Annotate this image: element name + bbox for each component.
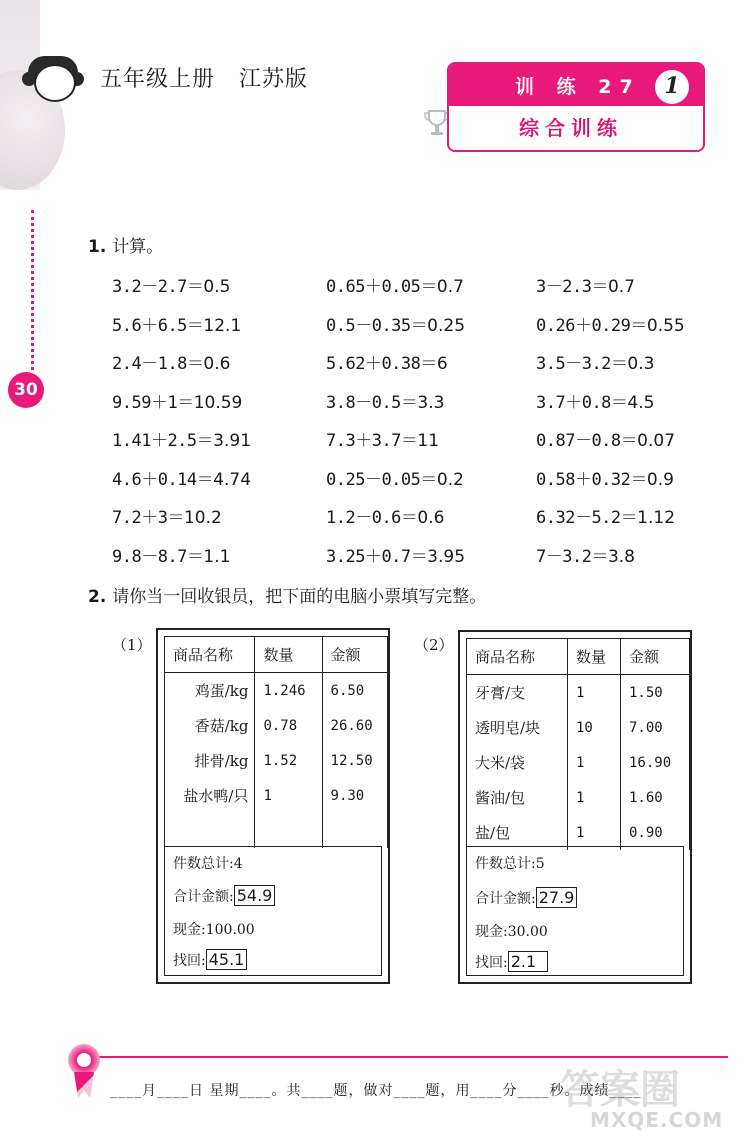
calc-answer[interactable]: 4.5 xyxy=(627,393,655,413)
calc-item xyxy=(326,388,444,413)
calc-answer[interactable]: 10.2 xyxy=(183,508,222,528)
calc-expression: 9.59＋1＝ xyxy=(112,393,194,413)
item-name: 透明皂/块 xyxy=(467,710,568,745)
receipt-2 xyxy=(458,630,692,984)
calc-answer[interactable]: 0.07 xyxy=(637,431,676,451)
item-qty: 0.78 xyxy=(255,708,322,743)
item-qty: 1 xyxy=(568,780,621,815)
calc-expression: 5.62＋0.38＝ xyxy=(326,354,437,374)
table-row-empty xyxy=(165,813,388,848)
count-value: 4 xyxy=(233,856,243,872)
calc-expression: 3.7＋0.8＝ xyxy=(536,393,628,413)
table-row xyxy=(467,675,690,711)
footer-record: ____月____日 星期____。共____题，做对____题，用____分____秒。成绩____ xyxy=(110,1083,642,1099)
lesson-banner xyxy=(447,62,705,152)
lesson-label: 训 练 27 xyxy=(515,76,641,98)
cash-value: 30.00 xyxy=(507,924,548,940)
calc-expression: 3.25＋0.7＝ xyxy=(326,547,428,567)
item-name: 盐/包 xyxy=(467,815,568,850)
calc-item xyxy=(112,388,242,413)
header-name: 商品名称 xyxy=(467,639,568,675)
watermark-url: MXQE.COM xyxy=(590,1108,724,1132)
calc-expression: 3－2.3＝ xyxy=(536,277,608,297)
calc-answer[interactable]: 12.1 xyxy=(203,316,242,336)
calc-expression: 0.87－0.8＝ xyxy=(536,431,638,451)
calc-answer[interactable]: 1.1 xyxy=(203,547,231,567)
calc-answer[interactable]: 1.12 xyxy=(637,508,676,528)
change-answer-box[interactable]: 2.1 xyxy=(508,951,548,972)
calc-answer[interactable]: 6 xyxy=(436,354,448,374)
count-line: 件数总计:4 xyxy=(173,856,243,872)
calc-item xyxy=(326,426,439,451)
calc-item xyxy=(112,465,251,490)
q1-text: 计算。 xyxy=(112,237,164,257)
q1-title xyxy=(88,232,163,257)
item-amount: 1.50 xyxy=(621,675,690,711)
item-amount: 9.30 xyxy=(322,778,387,813)
calc-item xyxy=(326,503,444,528)
item-name: 大米/袋 xyxy=(467,745,568,780)
item-amount: 12.50 xyxy=(322,743,387,778)
calc-item xyxy=(112,272,230,297)
item-qty: 10 xyxy=(568,710,621,745)
lesson-badge xyxy=(653,68,691,106)
table-row xyxy=(165,778,388,813)
calc-expression: 0.5－0.35＝ xyxy=(326,316,428,336)
calc-item xyxy=(536,311,685,336)
calc-expression: 5.6＋6.5＝ xyxy=(112,316,204,336)
item-qty: 1.52 xyxy=(255,743,322,778)
change-line: 找回: 45.1 xyxy=(173,949,247,970)
change-answer-box[interactable]: 45.1 xyxy=(206,949,248,970)
header-qty: 数量 xyxy=(255,637,322,673)
item-name: 排骨/kg xyxy=(165,743,255,778)
table-row xyxy=(165,743,388,778)
calc-answer[interactable]: 3.95 xyxy=(427,547,466,567)
item-qty: 1 xyxy=(568,815,621,850)
item-amount: 0.90 xyxy=(621,815,690,850)
calc-item xyxy=(326,542,465,567)
count-line: 件数总计:5 xyxy=(475,856,545,872)
table-row xyxy=(165,708,388,743)
receipt-2-table xyxy=(466,638,690,850)
calc-item xyxy=(536,503,675,528)
calc-item xyxy=(536,542,635,567)
calc-expression: 3.8－0.5＝ xyxy=(326,393,418,413)
item-amount: 1.60 xyxy=(621,780,690,815)
calc-expression: 2.4－1.8＝ xyxy=(112,354,204,374)
book-title: 五年级上册 江苏版 xyxy=(100,67,308,92)
change-line: 找回: 2.1 xyxy=(475,951,548,972)
calc-answer[interactable]: 0.7 xyxy=(607,277,635,297)
item-name: 鸡蛋/kg xyxy=(165,673,255,709)
header-qty: 数量 xyxy=(568,639,621,675)
calc-expression: 0.26＋0.29＝ xyxy=(536,316,647,336)
cartoon-girl-face xyxy=(34,64,76,102)
receipt-1 xyxy=(156,628,390,984)
total-line: 合计金额: 54.9 xyxy=(173,885,275,906)
header-amount: 金额 xyxy=(621,639,690,675)
table-row xyxy=(467,745,690,780)
calc-item xyxy=(536,426,675,451)
calc-expression: 7.3＋3.7＝ xyxy=(326,431,418,451)
watermark-logo: 答案圈 xyxy=(560,1067,680,1113)
calc-expression: 4.6＋0.14＝ xyxy=(112,470,214,490)
calc-item xyxy=(536,272,635,297)
calc-expression: 3.5－3.2＝ xyxy=(536,354,628,374)
header-amount: 金额 xyxy=(322,637,387,673)
calc-expression: 7－3.2＝ xyxy=(536,547,608,567)
q2-number: 2. xyxy=(88,587,107,607)
calc-item xyxy=(112,349,230,374)
receipt-1-summary xyxy=(164,846,382,976)
item-amount: 16.90 xyxy=(621,745,690,780)
calc-answer[interactable]: 3.8 xyxy=(607,547,635,567)
item-amount: 7.00 xyxy=(621,710,690,745)
receipt-2-header xyxy=(467,639,690,675)
calc-item xyxy=(112,542,230,567)
calc-expression: 3.2－2.7＝ xyxy=(112,277,204,297)
dotted-margin-line xyxy=(31,210,34,370)
calc-item xyxy=(112,426,251,451)
receipt-1-table xyxy=(164,636,388,848)
calc-answer[interactable]: 4.74 xyxy=(213,470,252,490)
cash-line: 现金:30.00 xyxy=(475,924,548,940)
total-answer-box[interactable]: 54.9 xyxy=(234,885,276,906)
cash-value: 100.00 xyxy=(205,922,255,938)
table-row xyxy=(467,815,690,850)
calc-expression: 1.41＋2.5＝ xyxy=(112,431,214,451)
receipt-1-label: （1） xyxy=(112,636,152,654)
calc-answer[interactable]: 0.3 xyxy=(627,354,655,374)
q1-number: 1. xyxy=(88,237,107,257)
count-value: 5 xyxy=(535,856,545,872)
total-answer-box[interactable]: 27.9 xyxy=(536,887,578,908)
calc-answer[interactable]: 0.5 xyxy=(203,277,231,297)
cash-line: 现金:100.00 xyxy=(173,922,255,938)
calc-item xyxy=(536,388,654,413)
calc-item xyxy=(112,503,222,528)
calc-answer[interactable]: 3.3 xyxy=(417,393,445,413)
header-name: 商品名称 xyxy=(165,637,255,673)
calc-item xyxy=(112,311,241,336)
table-row xyxy=(467,710,690,745)
calc-answer[interactable]: 0.25 xyxy=(427,316,466,336)
receipt-2-label: （2） xyxy=(414,636,454,654)
item-name: 酱油/包 xyxy=(467,780,568,815)
item-amount: 26.60 xyxy=(322,708,387,743)
item-qty: 1 xyxy=(568,745,621,780)
calc-item xyxy=(536,349,654,374)
table-row xyxy=(165,673,388,709)
calc-answer[interactable]: 0.7 xyxy=(436,277,464,297)
calc-answer[interactable]: 10.59 xyxy=(193,393,243,413)
q2-text: 请你当一回收银员，把下面的电脑小票填写完整。 xyxy=(112,587,487,607)
calc-expression: 9.8－8.7＝ xyxy=(112,547,204,567)
item-qty: 1.246 xyxy=(255,673,322,709)
calc-expression: 1.2－0.6＝ xyxy=(326,508,418,528)
lesson-badge-number: 1 xyxy=(664,73,680,99)
calc-answer[interactable]: 0.6 xyxy=(203,354,231,374)
calc-answer[interactable]: 0.2 xyxy=(436,470,464,490)
calc-expression: 0.65＋0.05＝ xyxy=(326,277,437,297)
receipt-1-header xyxy=(165,637,388,673)
calc-answer[interactable]: 0.55 xyxy=(646,316,685,336)
q2-title xyxy=(88,582,486,607)
calc-answer[interactable]: 3.91 xyxy=(213,431,252,451)
item-amount: 6.50 xyxy=(322,673,387,709)
receipt-2-summary xyxy=(466,846,684,976)
calc-expression: 7.2＋3＝ xyxy=(112,508,184,528)
total-line: 合计金额: 27.9 xyxy=(475,887,577,908)
calc-answer[interactable]: 11 xyxy=(417,431,440,451)
table-row xyxy=(467,780,690,815)
calc-item xyxy=(326,311,465,336)
calc-answer[interactable]: 0.6 xyxy=(417,508,445,528)
calc-expression: 6.32－5.2＝ xyxy=(536,508,638,528)
page-number: 30 xyxy=(8,372,44,408)
calc-answer[interactable]: 0.9 xyxy=(646,470,674,490)
ribbon-tail-icon xyxy=(74,1072,94,1098)
item-qty: 1 xyxy=(255,778,322,813)
item-name: 盐水鸭/只 xyxy=(165,778,255,813)
item-name: 香菇/kg xyxy=(165,708,255,743)
calc-item xyxy=(326,272,464,297)
calc-item xyxy=(326,349,448,374)
calc-expression: 0.58＋0.32＝ xyxy=(536,470,647,490)
item-name: 牙膏/支 xyxy=(467,675,568,711)
calc-expression: 0.25－0.05＝ xyxy=(326,470,437,490)
ribbon-badge-icon xyxy=(68,1044,100,1076)
lesson-subtitle: 综合训练 xyxy=(519,116,623,140)
calc-item xyxy=(326,465,464,490)
calc-item xyxy=(536,465,674,490)
item-qty: 1 xyxy=(568,675,621,711)
